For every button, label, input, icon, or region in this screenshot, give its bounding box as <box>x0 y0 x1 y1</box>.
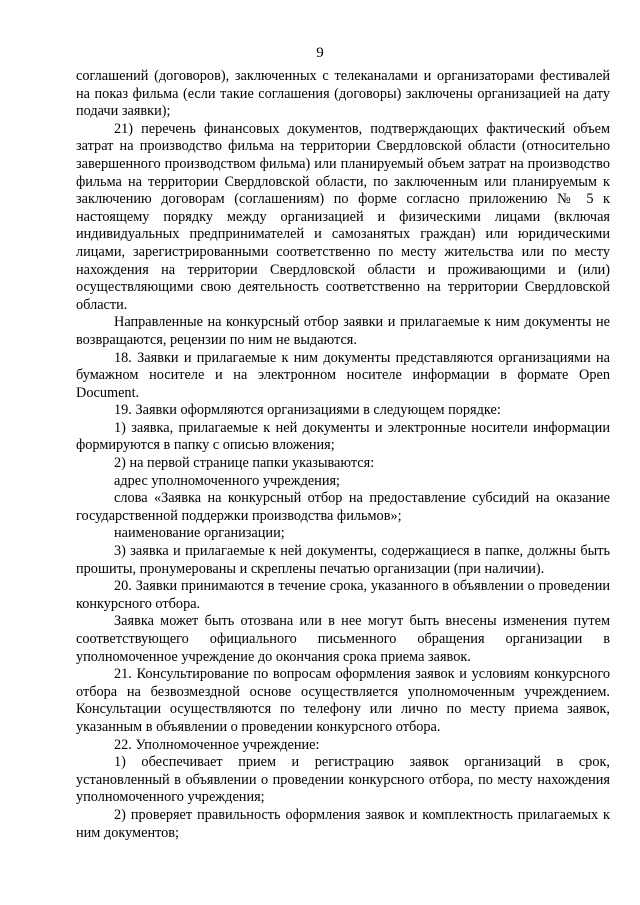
paragraph-words: слова «Заявка на конкурсный отбор на предоставление субсидий на оказание государственной поддержки производства фильмов»; <box>76 490 610 524</box>
paragraph-clause-19-item-1: 1) заявка, прилагаемые к ней документы и электронные носители информации формируются в папку с описью вложения; <box>76 419 610 454</box>
paragraph-no-return: Направленные на конкурсный отбор заявки и прилагаемые к ним документы не возвращаются, рецензии по ним не выдаются. <box>76 314 610 348</box>
paragraph-clause-20: 20. Заявки принимаются в течение срока, указанного в объявлении о проведении конкурсного отбора. <box>76 578 610 612</box>
paragraph-clause-22: 22. Уполномоченное учреждение: <box>114 736 320 753</box>
paragraph-continuation: соглашений (договоров), заключенных с телеканалами и организаторами фестивалей на показ фильма (если такие соглашения (договоры) заключены организацией на дату подачи заявки); <box>76 68 610 120</box>
paragraph-org-name: наименование организации; <box>114 525 285 542</box>
document-body <box>76 68 610 842</box>
paragraph-withdrawal: Заявка может быть отозвана или в нее могут быть внесены изменения путем соответствующего официального письменного обращения организации в уполномоченное учреждение до окончания срока приема заявок. <box>76 613 610 665</box>
page-number: 9 <box>316 45 324 61</box>
paragraph-clause-21: 21. Консультирование по вопросам оформления заявок и условиям конкурсного отбора на безвозмездной основе осуществляется уполномоченным учреждением. Консультации осуществляются по телефону или лично по месту приема заявок, указанным в объявлении о проведении конкурсного отбора. <box>76 666 610 735</box>
paragraph-clause-18: 18. Заявки и прилагаемые к ним документы представляются организациями на бумажном носителе и на электронном носителе информации в формате Open Document. <box>76 349 610 401</box>
paragraph-clause-19: 19. Заявки оформляются организациями в следующем порядке: <box>114 402 501 419</box>
paragraph-address: адрес уполномоченного учреждения; <box>114 472 341 489</box>
paragraph-item-21-financial-documents: 21) перечень финансовых документов, подтверждающих фактический объем затрат на производство фильма на территории Свердловской области (относительно завершенного производством фильма) или планируемый объем затрат на производство фильма на территории Свердловской области, по заключенным или планируемым к заключению договорам (соглашениям) по форме согласно приложению № 5 к настоящему порядку между организацией и физическими лицами (включая индивидуальных предпринимателей и самозанятых граждан) или юридическими лицами, зарегистрированными соответственно по месту жительства или по месту нахождения на территории Свердловской области и проживающими и (или) осуществляющими свою деятельность соответственно на территории Свердловской области. <box>76 120 610 313</box>
paragraph-clause-22-item-2: 2) проверяет правильность оформления заявок и комплектность прилагаемых к ним документов; <box>76 806 610 841</box>
paragraph-clause-22-item-1: 1) обеспечивает прием и регистрацию заявок организаций в срок, установленный в объявлении о проведении конкурсного отбора, по месту нахождения уполномоченного учреждения; <box>76 754 610 806</box>
paragraph-clause-19-item-2: 2) на первой странице папки указываются: <box>114 455 375 472</box>
paragraph-clause-19-item-3: 3) заявка и прилагаемые к ней документы, содержащиеся в папке, должны быть прошиты, пронумерованы и скреплены печатью организации (при наличии). <box>76 543 610 577</box>
